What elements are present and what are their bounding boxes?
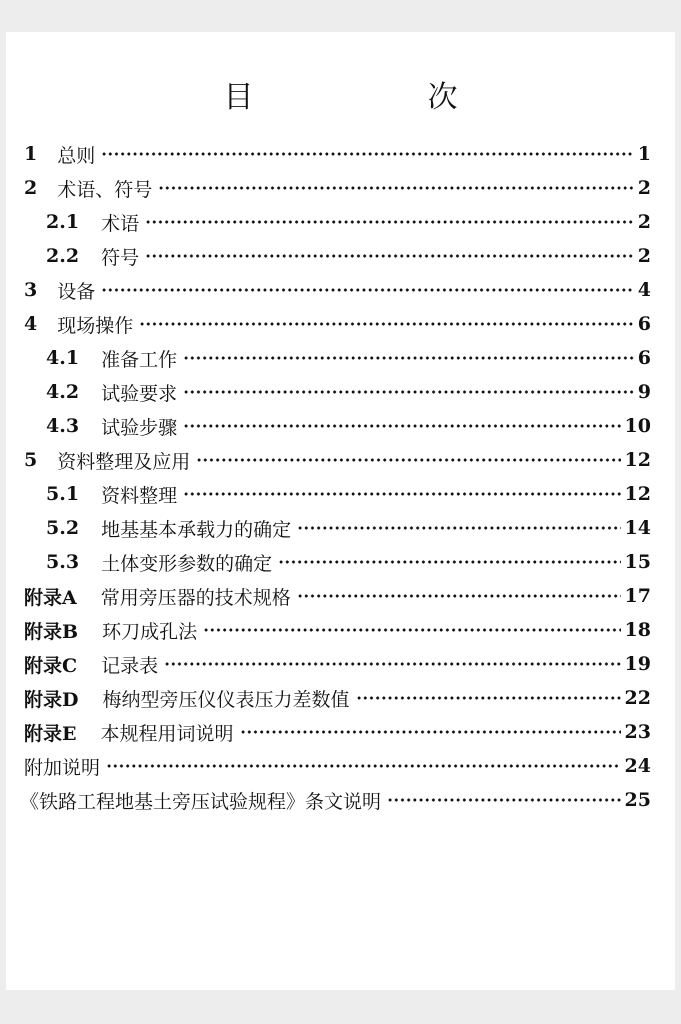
toc-entry[interactable] — [46, 412, 651, 440]
toc-entry-number: 5.1 — [46, 483, 80, 505]
toc-entry-label: 地基基本承载力的确定 — [101, 518, 292, 541]
toc-entry-label: 环刀成孔法 — [102, 620, 198, 643]
leader-dots — [297, 594, 621, 598]
toc-entry-label: 梅纳型旁压仪仪表压力差数值 — [102, 688, 350, 711]
leader-dots — [145, 220, 634, 224]
toc-entry-label: 土体变形参数的确定 — [101, 552, 273, 575]
leader-dots — [145, 254, 634, 258]
toc-entry-label: 符号 — [101, 246, 140, 269]
toc-entry-page: 1 — [637, 143, 651, 165]
leader-dots — [101, 288, 634, 292]
toc-entry-page: 6 — [637, 347, 651, 369]
toc-entry-label: 设备 — [57, 280, 96, 303]
toc-entry-page: 23 — [624, 721, 651, 743]
leader-dots — [183, 356, 634, 360]
toc-entry[interactable] — [24, 310, 651, 338]
toc-entry-number: 5.3 — [46, 551, 80, 573]
toc-entry-number: 2.1 — [46, 211, 80, 233]
toc-entry-number: 2 — [24, 177, 38, 199]
toc-entry-label: 附加说明 — [24, 756, 101, 779]
leader-dots — [183, 424, 620, 428]
leader-dots — [297, 526, 620, 530]
leader-dots — [387, 798, 621, 802]
toc-entry[interactable] — [24, 140, 651, 168]
toc-entry-label: 术语、符号 — [57, 178, 153, 201]
leader-dots — [183, 390, 634, 394]
leader-dots — [196, 458, 620, 462]
toc-entry[interactable] — [20, 786, 651, 814]
toc-entry-page: 14 — [624, 517, 651, 539]
toc-entry[interactable] — [24, 174, 651, 202]
toc-entry-number: 2.2 — [46, 245, 80, 267]
toc-entry-page: 2 — [637, 211, 651, 233]
toc-entry-number: 附录A — [24, 586, 77, 609]
toc-entry[interactable] — [24, 276, 651, 304]
toc-entry[interactable] — [24, 650, 651, 678]
toc-entry-label: 《铁路工程地基土旁压试验规程》条文说明 — [20, 790, 382, 813]
toc-entry-label: 本规程用词说明 — [100, 722, 234, 745]
toc-entry[interactable] — [46, 208, 651, 236]
toc-entry-number: 5 — [24, 449, 38, 471]
toc-entry-label: 试验步骤 — [101, 416, 178, 439]
toc-entry-number: 附录B — [24, 620, 79, 643]
toc-entry-page: 18 — [624, 619, 651, 641]
toc-entry-page: 22 — [624, 687, 651, 709]
toc-entry-page: 2 — [637, 245, 651, 267]
leader-dots — [101, 152, 634, 156]
toc-entry-label: 总则 — [57, 144, 96, 167]
page-title: 目 次 — [223, 80, 530, 115]
toc-entry[interactable] — [24, 684, 651, 712]
toc-entry-number: 4.3 — [46, 415, 80, 437]
toc-entry[interactable] — [46, 514, 651, 542]
toc-entry-page: 24 — [624, 755, 651, 777]
leader-dots — [356, 696, 621, 700]
toc-entry-number: 1 — [24, 143, 38, 165]
toc-entry[interactable] — [24, 616, 651, 644]
toc-entry-number: 3 — [24, 279, 38, 301]
toc-entry[interactable] — [46, 480, 651, 508]
toc-entry-number: 5.2 — [46, 517, 80, 539]
leader-dots — [278, 560, 620, 564]
toc-entry-page: 2 — [637, 177, 651, 199]
toc-entry-number: 附录D — [24, 688, 79, 711]
toc-entry-page: 25 — [624, 789, 651, 811]
toc-entry-label: 试验要求 — [101, 382, 178, 405]
toc-entry-page: 12 — [624, 483, 651, 505]
toc-entry[interactable] — [24, 582, 651, 610]
toc-entry[interactable] — [24, 752, 651, 780]
toc-entry-label: 术语 — [101, 212, 140, 235]
toc-entry-page: 17 — [624, 585, 651, 607]
toc-entry-page: 19 — [624, 653, 651, 675]
toc-entry[interactable] — [46, 242, 651, 270]
toc-entry-label: 准备工作 — [101, 348, 178, 371]
toc-entry[interactable] — [46, 344, 651, 372]
toc-entry-number: 4 — [24, 313, 38, 335]
toc-entry-label: 资料整理 — [101, 484, 178, 507]
leader-dots — [158, 186, 634, 190]
toc-entry-number: 4.1 — [46, 347, 80, 369]
toc-entry-label: 现场操作 — [57, 314, 134, 337]
toc-entry[interactable] — [24, 446, 651, 474]
toc-entry-label: 记录表 — [101, 654, 159, 677]
leader-dots — [106, 764, 621, 768]
leader-dots — [203, 628, 620, 632]
toc-entry[interactable] — [46, 378, 651, 406]
toc-entry-number: 附录C — [24, 654, 78, 677]
toc-entry-number: 4.2 — [46, 381, 80, 403]
toc-entry-page: 10 — [624, 415, 651, 437]
toc-entry-number: 附录E — [24, 722, 77, 745]
leader-dots — [139, 322, 634, 326]
toc-entry-page: 15 — [624, 551, 651, 573]
leader-dots — [164, 662, 620, 666]
leader-dots — [183, 492, 620, 496]
toc-entry[interactable] — [46, 548, 651, 576]
toc-entry-label: 资料整理及应用 — [57, 450, 191, 473]
toc-entry-page: 12 — [624, 449, 651, 471]
toc-entry[interactable] — [24, 718, 651, 746]
toc-entry-page: 4 — [637, 279, 651, 301]
toc-entry-label: 常用旁压器的技术规格 — [100, 586, 291, 609]
toc-entry-page: 9 — [637, 381, 651, 403]
toc-entry-page: 6 — [637, 313, 651, 335]
leader-dots — [240, 730, 621, 734]
